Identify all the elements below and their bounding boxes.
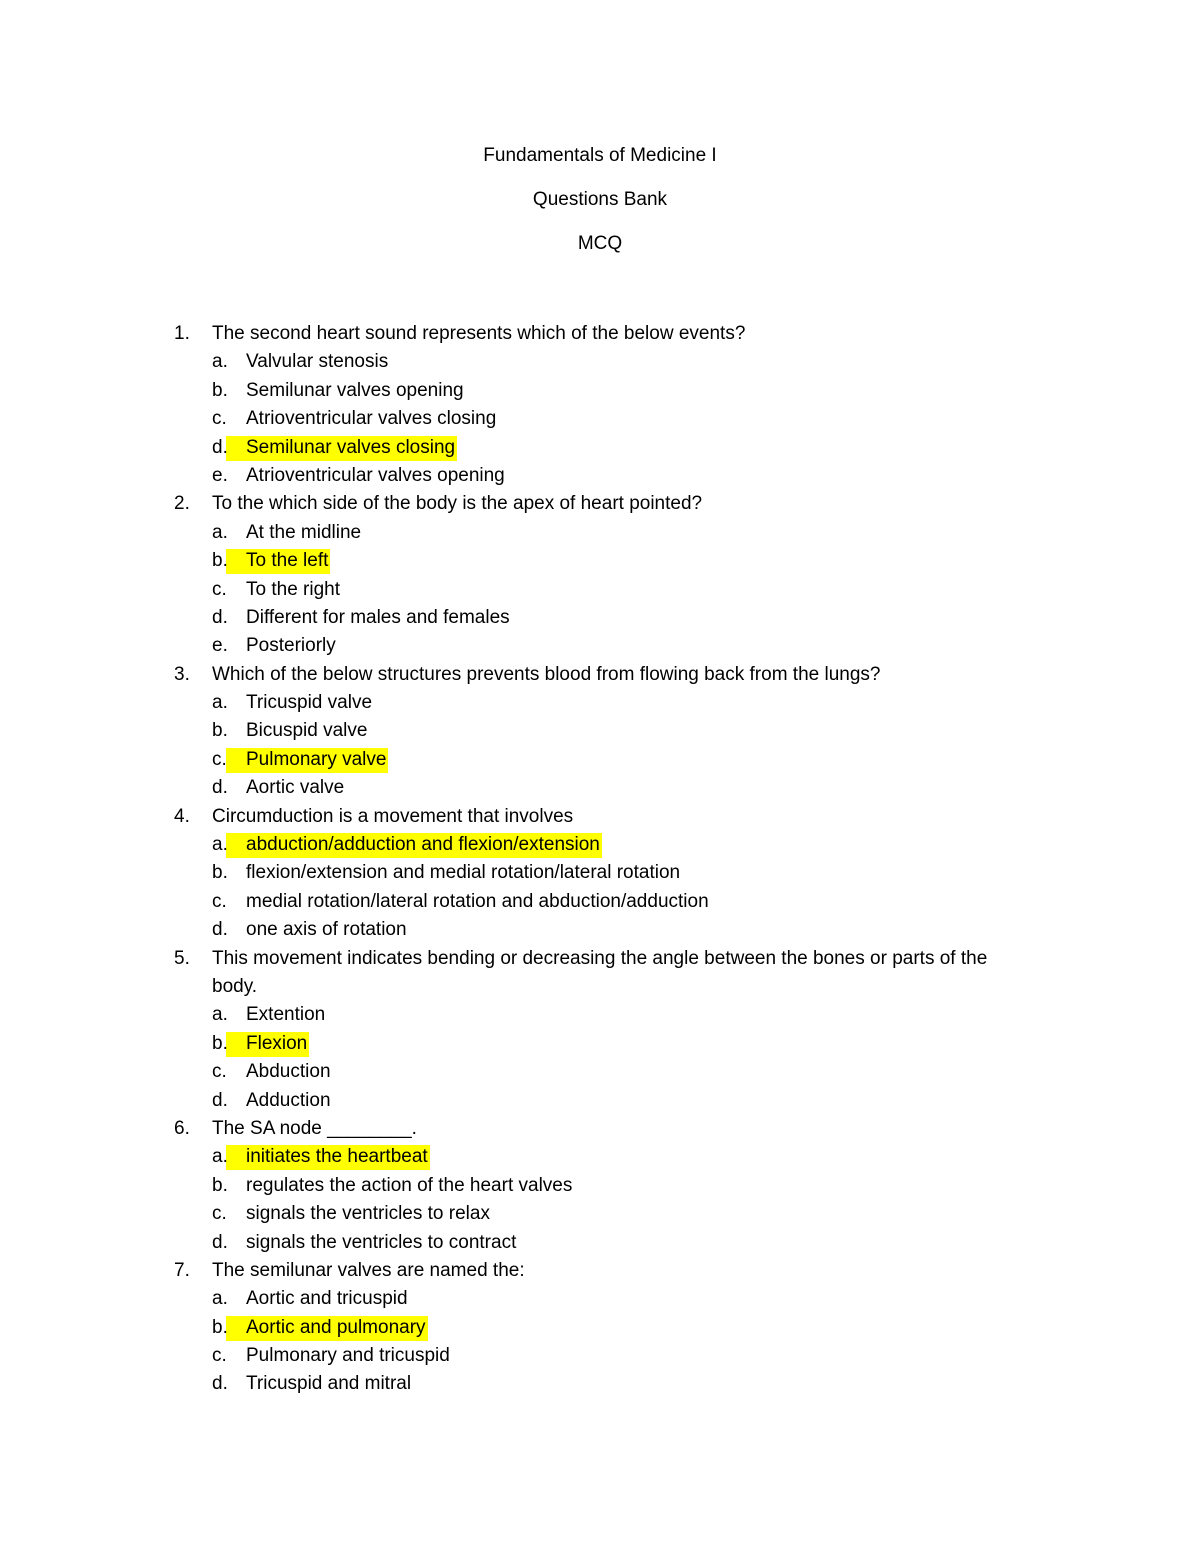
section-heading: MCQ [577, 233, 623, 254]
option-text: Semilunar valves opening [246, 379, 464, 401]
option-text: To the left [246, 550, 329, 572]
option-text: Flexion [246, 1032, 308, 1054]
answer-option [0, 348, 1200, 376]
option-letter: c. [212, 890, 227, 912]
answer-option [0, 859, 1200, 887]
question-number: 2. [174, 493, 190, 515]
answer-option-correct [0, 1143, 1200, 1171]
answer-option-correct [0, 434, 1200, 462]
option-text: Tricuspid and mitral [246, 1373, 412, 1395]
option-text: Pulmonary valve [246, 748, 387, 770]
option-letter: d. [212, 1373, 228, 1395]
option-text: Extention [246, 1004, 326, 1026]
answer-option [0, 1370, 1200, 1398]
question-text: To the which side of the body is the apex of heart pointed? [212, 493, 703, 515]
option-letter: a. [212, 834, 228, 856]
question-row [0, 661, 1200, 689]
option-letter: d. [212, 436, 228, 458]
answer-option [0, 462, 1200, 490]
option-text: Tricuspid valve [246, 692, 373, 714]
question-list [0, 320, 1200, 1399]
option-letter: c. [212, 1061, 227, 1083]
option-text: abduction/adduction and flexion/extension [246, 834, 600, 856]
option-letter: b. [212, 1032, 228, 1054]
answer-option [0, 519, 1200, 547]
question-item [0, 945, 1200, 1115]
option-text: Semilunar valves closing [246, 436, 456, 458]
option-letter: b. [212, 862, 228, 884]
answer-option [0, 717, 1200, 745]
option-letter: a. [212, 521, 228, 543]
answer-option [0, 1001, 1200, 1029]
question-row [0, 490, 1200, 518]
option-letter: b. [212, 550, 228, 572]
option-letter: d. [212, 919, 228, 941]
question-number: 5. [174, 947, 190, 969]
answer-option [0, 774, 1200, 802]
answer-option [0, 1229, 1200, 1257]
question-number: 1. [174, 323, 190, 344]
option-text: signals the ventricles to relax [246, 1203, 490, 1225]
question-text: Circumduction is a movement that involves [212, 805, 574, 827]
option-letter: c. [212, 408, 227, 430]
question-row [0, 803, 1200, 831]
question-text: The second heart sound represents which of the below events? [212, 323, 746, 344]
answer-option-correct [0, 831, 1200, 859]
option-text: Abduction [246, 1061, 331, 1083]
answer-option [0, 576, 1200, 604]
answer-option [0, 1087, 1200, 1115]
question-number: 4. [174, 805, 190, 827]
question-item [0, 1115, 1200, 1257]
answer-option-correct [0, 746, 1200, 774]
option-letter: b. [212, 1174, 228, 1196]
option-text: Bicuspid valve [246, 720, 368, 742]
option-text: To the right [246, 578, 340, 600]
option-text: Pulmonary and tricuspid [246, 1345, 450, 1367]
option-letter: a. [212, 1288, 228, 1310]
option-letter: b. [212, 379, 228, 401]
option-text: Atrioventricular valves closing [246, 408, 497, 430]
document-title: Fundamentals of Medicine I [483, 145, 717, 166]
option-letter: d. [212, 777, 228, 799]
option-letter: d. [212, 606, 228, 628]
option-letter: a. [212, 692, 228, 714]
question-text: Which of the below structures prevents blood from flowing back from the lungs? [212, 663, 881, 685]
question-item [0, 320, 1200, 490]
question-item [0, 490, 1200, 660]
question-item [0, 661, 1200, 803]
option-letter: c. [212, 578, 227, 600]
answer-option [0, 1058, 1200, 1086]
answer-option [0, 916, 1200, 944]
answer-option [0, 405, 1200, 433]
answer-option-correct [0, 547, 1200, 575]
answer-option [0, 604, 1200, 632]
option-letter: c. [212, 1345, 227, 1367]
question-row [0, 945, 1200, 1002]
answer-option [0, 1342, 1200, 1370]
option-text: flexion/extension and medial rotation/lateral rotation [246, 862, 681, 884]
option-letter: a. [212, 1004, 228, 1026]
option-text: Different for males and females [246, 606, 510, 628]
option-text: Atrioventricular valves opening [246, 464, 505, 486]
answer-option [0, 632, 1200, 660]
option-text: regulates the action of the heart valves [246, 1174, 573, 1196]
question-row [0, 320, 1200, 348]
question-number: 7. [174, 1259, 190, 1281]
option-text: Valvular stenosis [246, 351, 389, 373]
question-text: The SA node ________. [212, 1117, 417, 1139]
option-text: Aortic valve [246, 777, 345, 799]
option-text: At the midline [246, 521, 362, 543]
option-text: Aortic and pulmonary [246, 1316, 426, 1338]
option-text: one axis of rotation [246, 919, 407, 941]
option-letter: d. [212, 1089, 228, 1111]
question-text: This movement indicates bending or decreasing the angle between the bones or parts of the body. [212, 947, 988, 997]
answer-option-correct [0, 1030, 1200, 1058]
answer-option [0, 1172, 1200, 1200]
option-letter: d. [212, 1231, 228, 1253]
option-text: Posteriorly [246, 635, 336, 657]
answer-option [0, 888, 1200, 916]
answer-option [0, 689, 1200, 717]
question-text: The semilunar valves are named the: [212, 1259, 525, 1281]
question-number: 3. [174, 663, 190, 685]
answer-option [0, 377, 1200, 405]
question-item [0, 1257, 1200, 1399]
option-letter: b. [212, 1316, 228, 1338]
option-letter: c. [212, 1203, 227, 1225]
question-row [0, 1115, 1200, 1143]
option-letter: e. [212, 635, 228, 657]
option-letter: e. [212, 464, 228, 486]
answer-option [0, 1285, 1200, 1313]
option-text: initiates the heartbeat [246, 1146, 428, 1168]
option-letter: b. [212, 720, 228, 742]
question-number: 6. [174, 1117, 190, 1139]
question-item [0, 803, 1200, 945]
option-text: signals the ventricles to contract [246, 1231, 517, 1253]
option-letter: c. [212, 748, 227, 770]
option-letter: a. [212, 351, 228, 373]
question-row [0, 1257, 1200, 1285]
option-text: medial rotation/lateral rotation and abduction/adduction [246, 890, 709, 912]
option-text: Aortic and tricuspid [246, 1288, 408, 1310]
document-subtitle: Questions Bank [532, 189, 668, 210]
answer-option-correct [0, 1314, 1200, 1342]
option-letter: a. [212, 1146, 228, 1168]
answer-option [0, 1200, 1200, 1228]
option-text: Adduction [246, 1089, 331, 1111]
